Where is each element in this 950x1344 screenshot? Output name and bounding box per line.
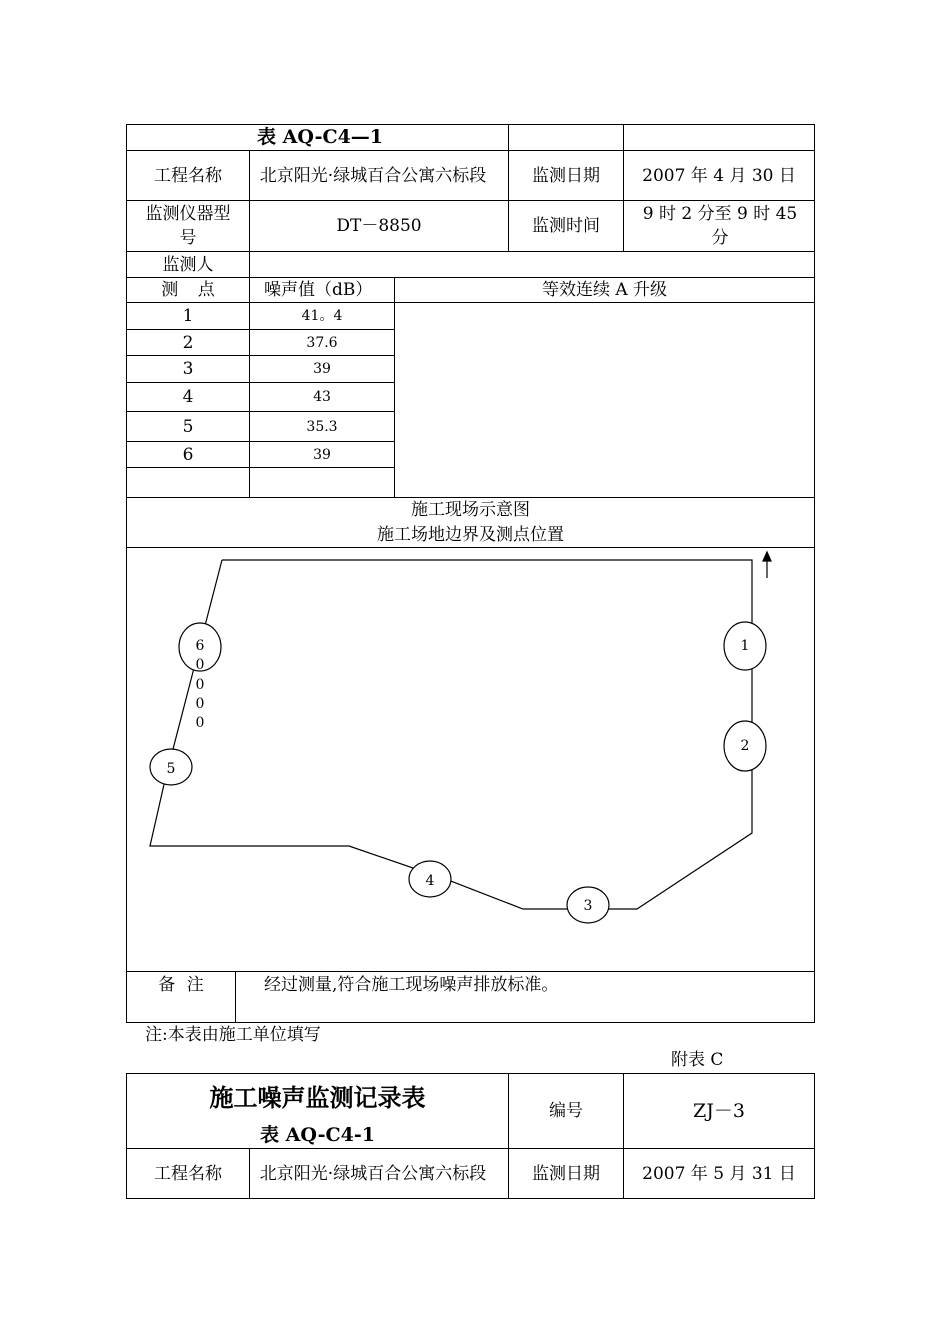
- row-point: [127, 468, 249, 497]
- row-value: 39: [313, 446, 331, 463]
- row-value: 41。4: [301, 308, 343, 324]
- project-value: 北京阳光·绿城百合公寓六标段: [259, 1163, 487, 1184]
- row-value: 35.3: [306, 418, 338, 435]
- date-label: 监测日期: [532, 165, 600, 186]
- distance-digit: 0: [195, 715, 205, 731]
- point-label-5: 5: [166, 761, 176, 777]
- row-point: 6: [182, 444, 194, 465]
- time-value: 9 时 2 分至 9 时 45 分: [642, 204, 798, 248]
- point-label-2: 2: [740, 738, 750, 754]
- row-value: 37.6: [306, 334, 338, 351]
- site-boundary: [150, 560, 752, 909]
- code-value: ZJ－3: [693, 1100, 745, 1122]
- point-header: 测 点: [161, 280, 215, 300]
- diagram-title: 施工现场示意图: [411, 500, 530, 520]
- fill-note: 注:本表由施工单位填写: [145, 1025, 321, 1045]
- row-value: 43: [313, 389, 331, 405]
- point-label-1: 1: [740, 638, 750, 654]
- table2-subtitle: 表 AQ-C4-1: [260, 1124, 375, 1146]
- row-value: 39: [313, 361, 331, 377]
- time-label: 监测时间: [532, 216, 600, 236]
- point-label-6: 6: [195, 638, 205, 654]
- code-label: 编号: [549, 1101, 583, 1121]
- monitor-value: [250, 252, 814, 277]
- diagram-subtitle: 施工场地边界及测点位置: [377, 524, 564, 545]
- distance-digit: 0: [195, 677, 205, 693]
- date-value: 2007 年 5 月 31 日: [642, 1163, 796, 1184]
- row-point: 1: [182, 306, 194, 326]
- equiv-header: 等效连续 A 升级: [541, 280, 668, 300]
- noise-header: 噪声值（dB）: [264, 280, 373, 300]
- remark-label: 备 注: [158, 975, 204, 995]
- row-point: 4: [182, 387, 194, 407]
- appendix-label: 附表 C: [671, 1050, 724, 1070]
- monitor-label: 监测人: [162, 254, 214, 275]
- table1-title: 表 AQ-C4—1: [256, 126, 384, 148]
- table2-title: 施工噪声监测记录表: [209, 1083, 426, 1112]
- date-value: 2007 年 4 月 30 日: [642, 165, 796, 186]
- distance-digit: 0: [195, 657, 205, 673]
- row-point: 5: [182, 416, 194, 437]
- north-arrow-head: [763, 552, 771, 561]
- point-label-3: 3: [583, 898, 593, 914]
- distance-digit: 0: [195, 696, 205, 712]
- project-label: 工程名称: [154, 165, 222, 186]
- remark-value: 经过测量,符合施工现场噪声排放标准。: [264, 975, 559, 995]
- row-value: [250, 468, 394, 497]
- row-point: 2: [182, 332, 194, 353]
- point-label-4: 4: [425, 873, 435, 889]
- project-label: 工程名称: [154, 1163, 222, 1184]
- date-label: 监测日期: [532, 1163, 600, 1184]
- instrument-label: 监测仪器型号: [145, 204, 231, 248]
- instrument-value: DT－8850: [336, 216, 422, 236]
- row-point: 3: [182, 359, 194, 379]
- project-value: 北京阳光·绿城百合公寓六标段: [259, 165, 487, 186]
